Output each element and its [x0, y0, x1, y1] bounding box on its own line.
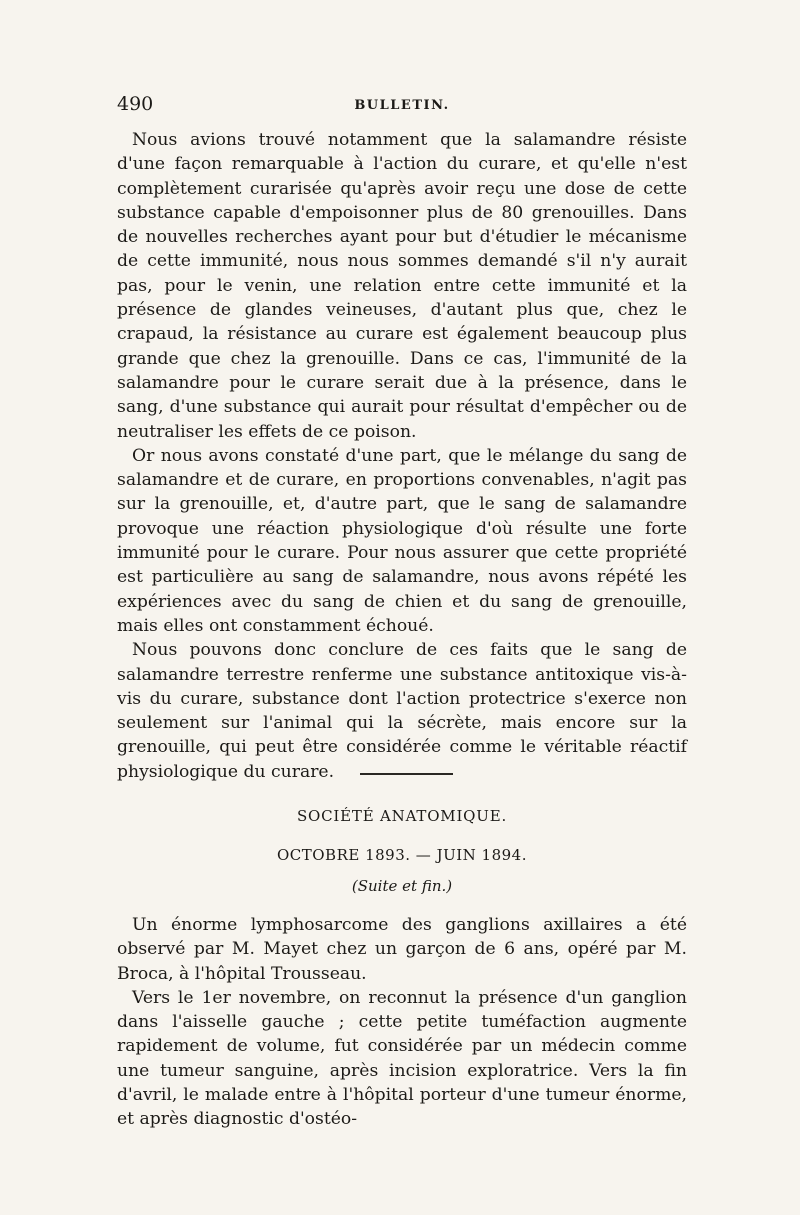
section-column [117, 913, 687, 1132]
page-number: 490 [117, 93, 154, 115]
paragraph: Vers le 1er novembre, on reconnut la présence d'un ganglion dans l'aisselle gauche ; cette petite tuméfaction augmente rapidement de volume, fut considérée par un médecin comme une tumeur sanguine, après incision exploratrice. Vers la fin d'avril, le malade entre à l'hôpital porteur d'une tumeur énorme, et après diagnostic d'ostéo- [117, 987, 687, 1130]
paragraph: Nous avions trouvé notamment que la salamandre résiste d'une façon remarquable à l'action du curare, et qu'elle n'est complètement curarisée qu'après avoir reçu une dose de cette substance capable d'empoisonner plus de 80 grenouilles. Dans de nouvelles recherches ayant pour but d'étudier le mécanisme de cette immunité, nous nous sommes demandé s'il n'y aurait pas, pour le venin, une relation entre cette immunité et la présence de glandes veineuses, d'autant plus que, chez le crapaud, la résistance au curare est également beaucoup plus grande que chez la grenouille. Dans ce cas, l'immunité de la salamandre pour le curare serait due à la présence, dans le sang, d'une substance qui aurait pour résultat d'empêcher ou de neutraliser les effets de ce poison. [117, 130, 687, 442]
section-subtitle: (Suite et fin.) [351, 877, 453, 895]
section-divider [360, 773, 453, 775]
running-head [117, 93, 687, 121]
paragraph: Or nous avons constaté d'une part, que le mélange du sang de salamandre et de curare, en proportions convenables, n'agit pas sur la grenouille, et, d'autre part, que le sang de salamandre provoque une réaction physiologique d'où résulte une forte immunité pour le curare. Pour nous assurer que cette propriété est particulière au sang de salamandre, nous avons répété les expériences avec du sang de chien et du sang de grenouille, mais elles ont constamment échoué. [117, 445, 687, 636]
section-title: SOCIÉTÉ ANATOMIQUE. [296, 807, 508, 825]
body-column [117, 128, 687, 784]
section-dates: OCTOBRE 1893. — JUIN 1894. [276, 846, 527, 864]
paragraph: Nous pouvons donc conclure de ces faits que le sang de salamandre terrestre renferme une substance antitoxique vis-à-vis du curare, substance dont l'action protectrice s'exerce non seulement sur l'animal qui la sécrète, mais encore sur la grenouille, qui peut être considérée comme le véritable réactif physiologique du curare. [117, 640, 687, 782]
journal-title: BULLETIN. [354, 98, 450, 113]
paragraph: Un énorme lymphosarcome des ganglions axillaires a été observé par M. Mayet chez un garçon de 6 ans, opéré par M. Broca, à l'hôpital Trousseau. [117, 915, 687, 984]
